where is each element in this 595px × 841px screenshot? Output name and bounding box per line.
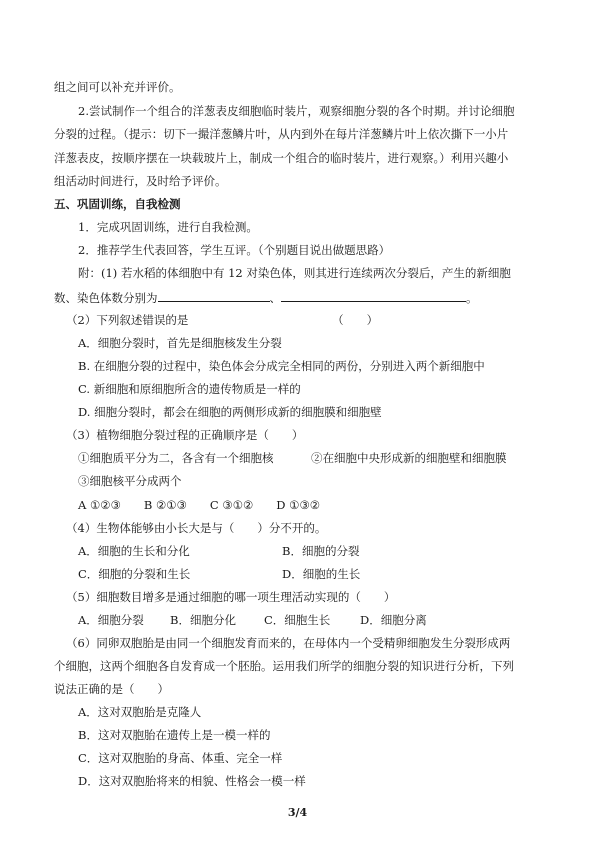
section-heading: 五、巩固训练，自我检测 [54,197,181,211]
option-c: C. 新细胞和原细胞所含的遗传物质是一样的 [78,382,301,396]
option-b: B．细胞的分裂 [282,544,360,558]
option-d: D．细胞分离 [360,613,427,627]
text-line: 1．完成巩固训练，进行自我检测。 [78,220,258,234]
blank-end: 。 [466,291,478,305]
question-2: （2）下列叙述错误的是 （ ） [66,313,379,327]
question-6-text: （6）同卵双胞胎是由同一个细胞发育而来的，在母体内一个受精卵细胞发生分裂形成两 [66,636,511,650]
question-3: （3）植物细胞分裂过程的正确顺序是（ ） [66,428,304,442]
question-6-text: 说法正确的是（ ） [54,682,169,696]
question-5: （5）细胞数目增多是通过细胞的哪一项生理活动实现的（ ） [66,590,396,604]
option-d: D．细胞的生长 [282,567,361,581]
option-b: B. 在细胞分裂的过程中，染色体会分成完全相同的两份，分别进入两个新细胞中 [78,359,485,373]
step-2: ②在细胞中央形成新的细胞壁和细胞膜 [311,451,507,465]
question-4-row-2 [78,566,568,582]
option-a: A．这对双胞胎是克隆人 [78,705,202,719]
blank-separator: 、 [269,291,281,305]
text-line: 组之间可以补充并评价。 [54,80,181,94]
step-1: ①细胞质平分为二，各含有一个细胞核 [78,451,274,465]
option-a: A．细胞分裂 [78,613,144,627]
step-3: ③细胞核平分成两个 [78,474,182,488]
text-line: 洋葱表皮，按顺序摆在一块载玻片上，制成一个组合的临时装片，进行观察。）利用兴趣小 [54,151,509,165]
option-a: A．细胞分裂时，首先是细胞核发生分裂 [78,336,282,350]
question-4-row-1 [78,543,568,559]
text-line: 组活动时间进行，及时给予评价。 [54,174,227,188]
option-d: D. 细胞分裂时，都会在细胞的两侧形成新的细胞膜和细胞壁 [78,405,382,419]
question-3-options: A ①②③ B ②①③ C ③①② D ①③② [78,498,321,512]
question-5-options [78,612,568,628]
question-1-blanks [54,289,544,306]
option-c: C．这对双胞胎的身高、体重、完全一样 [78,751,283,765]
answer-blank-1[interactable] [158,289,270,302]
question-1-text: 附：(1) 若水稻的体细胞中有 12 对染色体，则其进行连续两次分裂后，产生的新细胞 [78,266,511,280]
text-line: 2．推荐学生代表回答，学生互评。（个别题目说出做题思路） [78,243,391,257]
question-3-steps [78,450,568,466]
option-c: C．细胞生长 [264,613,331,627]
option-b: B．细胞分化 [170,613,236,627]
blank-prefix: 数、染色体数分别为 [54,291,158,305]
question-6-text: 个细胞，这两个细胞各自发育成一个胚胎。运用我们所学的细胞分裂的知识进行分析，下列 [54,659,514,673]
answer-blank-2[interactable] [281,289,466,302]
option-a: A．细胞的生长和分化 [78,544,190,558]
option-c: C．细胞的分裂和生长 [78,567,191,581]
option-b: B．这对双胞胎在遗传上是一模一样的 [78,728,271,742]
text-line: 分裂的过程。（提示：切下一撮洋葱鳞片叶，从内到外在每片洋葱鳞片叶上依次撕下一小片 [54,127,509,141]
option-d: D．这对双胞胎将来的相貌、性格会一模一样 [78,774,306,788]
page-number: 3/4 [287,806,308,819]
text-line: 2.尝试制作一个组合的洋葱表皮细胞临时装片，观察细胞分裂的各个时期。并讨论细胞 [78,104,515,118]
question-4: （4）生物体能够由小长大是与（ ）分不开的。 [66,521,327,535]
